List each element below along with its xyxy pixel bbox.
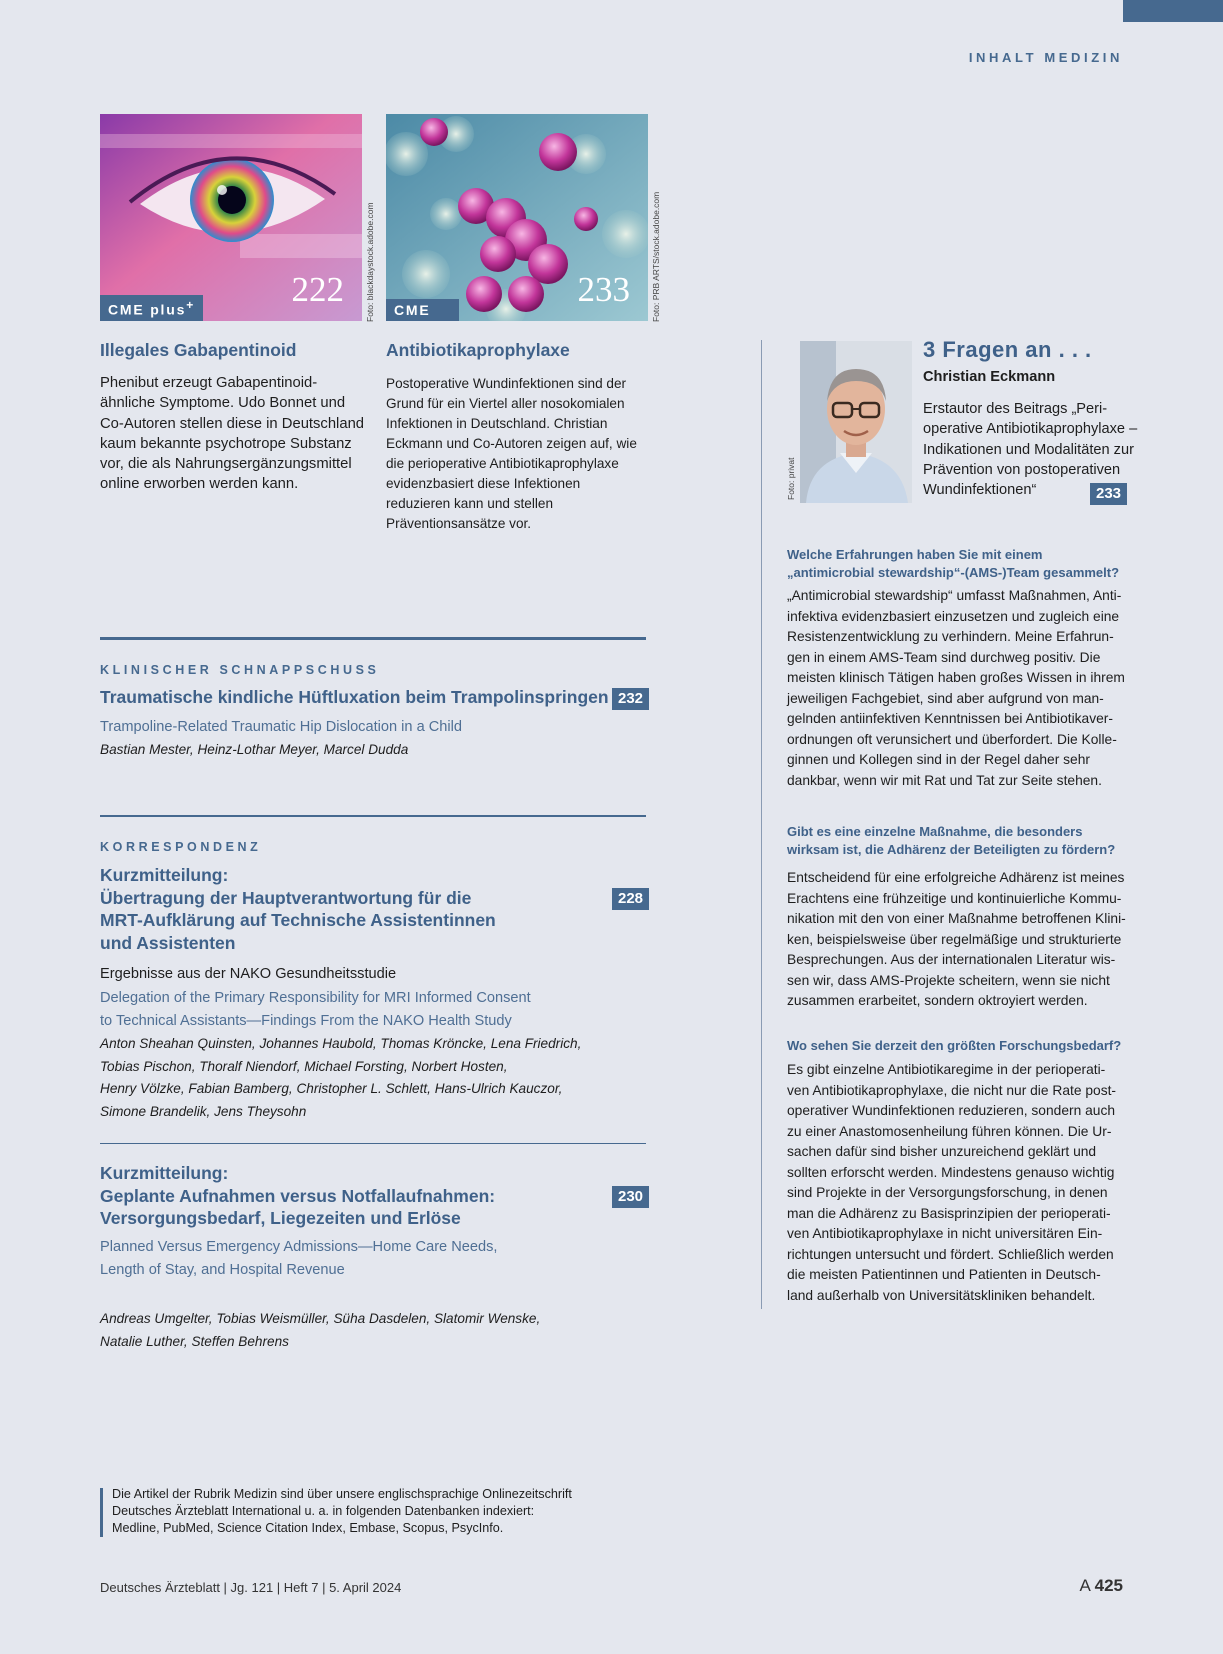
section-divider bbox=[100, 1143, 646, 1144]
interview-description: Erstautor des Beitrags „Peri- operative Antibiotikaprophylaxe – Indikationen und Modalitäten zur Prävention von postoperativen Wundinfektionen“ bbox=[923, 401, 1138, 499]
article-subtitle: Ergebnisse aus der NAKO Gesundheitsstudie bbox=[100, 966, 397, 982]
teaser-page-number: 233 bbox=[577, 270, 630, 309]
note-accent-bar bbox=[100, 1488, 103, 1537]
authors: Anton Sheahan Quinsten, Johannes Haubold, Thomas Kröncke, Lena Friedrich, Tobias Pischon, Thoralf Niendorf, Michael Forsting, Norbert Hosten, Henry Völzke, Fabian Bamberg, Christopher L. Schlett, Hans-Ulrich Kauczor, Simone Brandelik, Jens Theysohn bbox=[100, 1036, 582, 1119]
teaser-body: Postoperative Wundinfektionen sind der Grund für ein Viertel aller nosokomialen Infektionen in Deutschland. Christian Eckmann und Co-Autoren zeigen auf, wie die perioperative Antibiotikaprophylaxe evidenzbasiert diese Infektionen reduzieren kann und stellen Präventionsansätze vor. bbox=[386, 376, 637, 531]
teaser-title[interactable]: Illegales Gabapentinoid bbox=[100, 340, 297, 360]
corner-accent-bar bbox=[1123, 0, 1223, 22]
interviewee-name: Christian Eckmann bbox=[923, 369, 1056, 385]
interview-question: Welche Erfahrungen haben Sie mit einem „antimicrobial stewardship“-(AMS-)Team gesammelt? bbox=[787, 547, 1120, 580]
authors: Bastian Mester, Heinz-Lothar Meyer, Marcel Dudda bbox=[100, 742, 409, 757]
article-title[interactable]: Kurzmitteilung: Geplante Aufnahmen versus Notfallaufnahmen: Versorgungsbedarf, Liegezeiten und Erlöse bbox=[100, 1163, 496, 1228]
interview-heading: 3 Fragen an . . . bbox=[923, 337, 1092, 362]
article-title[interactable]: Kurzmitteilung: Übertragung der Hauptverantwortung für die MRT-Aufklärung auf Technische Assistentinnen und Assistenten bbox=[100, 865, 496, 953]
interview-question: Wo sehen Sie derzeit den größten Forschungsbedarf? bbox=[787, 1038, 1122, 1053]
section-label: KLINISCHER SCHNAPPSCHUSS bbox=[100, 663, 380, 677]
english-title: Delegation of the Primary Responsibility for MRI Informed Consent to Technical Assistants—Findings From the NAKO Health Study bbox=[100, 990, 531, 1029]
indexing-note: Die Artikel der Rubrik Medizin sind über unsere englischsprachige Onlinezeitschrift Deutsches Ärzteblatt International u. a. in folgenden Datenbanken indexiert: Medline, PubMed, Science Citation Index, Embase, Scopus, PsycInfo. bbox=[112, 1487, 572, 1535]
teaser-title[interactable]: Antibiotikaprophylaxe bbox=[386, 340, 570, 360]
journal-footer: Deutsches Ärzteblatt | Jg. 121 | Heft 7 | 5. April 2024 bbox=[100, 1580, 402, 1595]
teaser-image-eye[interactable] bbox=[100, 114, 362, 321]
english-title: Planned Versus Emergency Admissions—Home Care Needs, Length of Stay, and Hospital Revenue bbox=[100, 1239, 498, 1278]
photo-credit: Foto: blackdaystock.adobe.com bbox=[365, 202, 375, 322]
section-label: KORRESPONDENZ bbox=[100, 840, 262, 854]
teaser-image-bacteria[interactable] bbox=[386, 114, 648, 321]
page-badge[interactable]: 233 bbox=[1090, 483, 1127, 505]
english-title: Trampoline-Related Traumatic Hip Dislocation in a Child bbox=[100, 719, 463, 735]
cme-plus-tag: CME plus+ bbox=[100, 295, 203, 321]
page-badge[interactable]: 230 bbox=[612, 1186, 649, 1208]
article-title[interactable]: Traumatische kindliche Hüftluxation beim Trampolinspringen bbox=[100, 687, 609, 707]
section-divider bbox=[100, 815, 646, 817]
interview-answer: Entscheidend für eine erfolgreiche Adhärenz ist meines Erachtens eine frühzeitige und kontinuierliche Kommu- nikation mit den von einer Maßnahme betroffenen Klini- ken, beispielsweise über regelmäßige und strukturierte Besprechungen. Aus der internationalen Literatur wis- sen wir, dass AMS-Projekte scheitern, wenn sie nicht zusammen erarbeitet, sondern oktroyiert werden. bbox=[787, 870, 1126, 1008]
authors: Andreas Umgelter, Tobias Weismüller, Süha Dasdelen, Slatomir Wenske, Natalie Luther, Steffen Behrens bbox=[100, 1311, 541, 1349]
column-divider bbox=[761, 340, 762, 1309]
portrait-photo bbox=[800, 341, 912, 503]
teaser-page-number: 222 bbox=[291, 270, 344, 309]
page-badge[interactable]: 228 bbox=[612, 888, 649, 910]
interview-answer: Es gibt einzelne Antibiotikaregime in der perioperati- ven Antibiotikaprophylaxe, die nicht nur die Rate post- operativer Wundinfektionen reduzieren, sondern auch zu einer Anastomosenheilung führen können. Die Ur- sachen dafür sind bisher unzureichend geklärt und sollten erforscht werden. Mindestens genauso wichtig sind Projekte in der Versorgungsforschung, in denen man die Adhärenz zu Basisprinzipien der perioperati- ven Antibiotikaprophylaxe in nicht universitären Ein- richtungen untersucht und fördert. Schließlich werden die meisten Patientinnen und Patienten in Deutsch- land außerhalb von Universitätskliniken behandelt. bbox=[787, 1062, 1117, 1303]
interview-answer: „Antimicrobial stewardship“ umfasst Maßnahmen, Anti- infektiva evidenzbasiert einzusetzen und zugleich eine Resistenzentwicklung zu verhindern. Meine Erfahrun- gen in einem AMS-Team sind durchweg positiv. Die meisten klinisch Tätigen haben großes Wissen in ihrem jeweiligen Fachgebiet, sind aber aufgrund von man- gelnden antiinfektiven Kenntnissen bei Antibiotikaver- ordnungen oft verunsichert und überfordert. Die Kolle- ginnen und Kollegen sind in der Regel daher sehr dankbar, wenn wir mit Rat und Tat zur Seite stehen. bbox=[787, 588, 1125, 788]
interview-question: Gibt es eine einzelne Maßnahme, die besonders wirksam ist, die Adhärenz der Beteiligten zu fördern? bbox=[787, 824, 1116, 857]
section-divider bbox=[100, 637, 646, 640]
portrait-illustration bbox=[800, 341, 912, 503]
page-badge[interactable]: 232 bbox=[612, 688, 649, 710]
cme-tag: CME bbox=[386, 299, 459, 321]
section-header: INHALT MEDIZIN bbox=[968, 50, 1123, 65]
teaser-body: Phenibut erzeugt Gabapentinoid-ähnliche Symptome. Udo Bonnet und Co-Autoren stellen diese in Deutschland kaum bekannte psychotrope Substanz vor, die als Nahrungsergänzungsmittel online erworben werden kann. bbox=[100, 375, 365, 493]
photo-credit: Foto: privat bbox=[786, 457, 796, 500]
photo-credit: Foto: PRB ARTS/stock.adobe.com bbox=[651, 191, 661, 322]
page-number: A 425 bbox=[1079, 1576, 1123, 1595]
